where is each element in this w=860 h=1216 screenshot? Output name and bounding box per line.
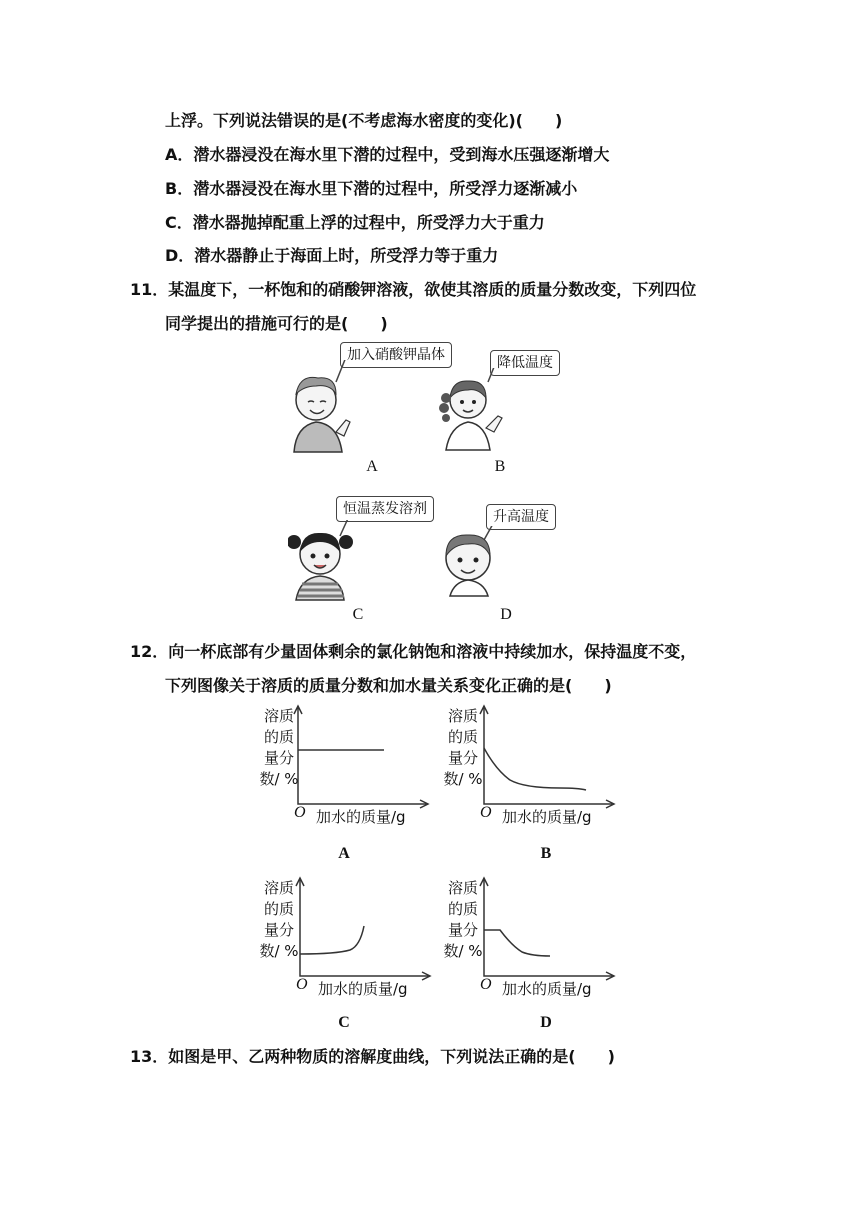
- boy-a-icon: [286, 360, 356, 455]
- q12-stem-line2: 下列图像关于溶质的质量分数和加水量关系变化正确的是( ): [165, 676, 612, 695]
- graph-b-origin: O: [480, 804, 492, 821]
- graph-b-xlabel: 加水的质量/g: [502, 808, 592, 826]
- speech-bubble-c: 恒温蒸发溶剂: [336, 496, 434, 522]
- graph-c-ylabel: 溶质 的质 量分 数/ %: [259, 879, 299, 960]
- q11-stem-line2: 同学提出的措施可行的是( ): [165, 314, 388, 333]
- graph-a-ylabel: 溶质 的质 量分 数/ %: [259, 707, 299, 788]
- graph-a-origin: O: [294, 804, 306, 821]
- graph-b: [440, 704, 620, 834]
- graph-a: [256, 704, 436, 834]
- q10-option-d: D．潜水器静止于海面上时，所受浮力等于重力: [165, 246, 499, 265]
- girl-b-icon: [436, 368, 511, 453]
- graph-b-curve: [484, 748, 586, 790]
- girl-c-icon: [288, 520, 358, 602]
- q11-label-d: D: [500, 606, 512, 623]
- q10-option-a: A．潜水器浸没在海水里下潜的过程中，受到海水压强逐渐增大: [165, 145, 610, 164]
- q12-label-b: B: [540, 845, 552, 862]
- speech-bubble-d: 升高温度: [486, 504, 556, 530]
- q11-stem-line1: 11．某温度下，一杯饱和的硝酸钾溶液，欲使其溶质的质量分数改变，下列四位: [130, 280, 697, 299]
- q13-stem-line1: 13．如图是甲、乙两种物质的溶解度曲线，下列说法正确的是( ): [130, 1047, 615, 1066]
- q11-label-a: A: [366, 458, 378, 475]
- graph-d-origin: O: [480, 976, 492, 993]
- q10-tail: 上浮。下列说法错误的是(不考虑海水密度的变化)( ): [165, 111, 563, 130]
- q12-label-c: C: [338, 1014, 350, 1031]
- q11-label-b: B: [494, 458, 506, 475]
- q12-label-d: D: [540, 1014, 552, 1031]
- graph-a-xlabel: 加水的质量/g: [316, 808, 406, 826]
- graph-c-curve: [300, 926, 364, 954]
- boy-d-icon: [436, 526, 506, 598]
- graph-d-ylabel: 溶质 的质 量分 数/ %: [443, 879, 483, 960]
- q10-option-b: B．潜水器浸没在海水里下潜的过程中，所受浮力逐渐减小: [165, 179, 578, 198]
- graph-d-curve: [484, 930, 550, 956]
- graph-c: [256, 876, 436, 1006]
- graph-d-xlabel: 加水的质量/g: [502, 980, 592, 998]
- graph-b-ylabel: 溶质 的质 量分 数/ %: [443, 707, 483, 788]
- graph-d: [440, 876, 620, 1006]
- q10-option-c: C．潜水器抛掉配重上浮的过程中，所受浮力大于重力: [165, 213, 545, 232]
- speech-bubble-a: 加入硝酸钾晶体: [340, 342, 452, 368]
- q12-stem-line1: 12．向一杯底部有少量固体剩余的氯化钠饱和溶液中持续加水，保持温度不变，: [130, 642, 697, 661]
- speech-bubble-b: 降低温度: [490, 350, 560, 376]
- q11-label-c: C: [352, 606, 364, 623]
- graph-c-origin: O: [296, 976, 308, 993]
- graph-c-xlabel: 加水的质量/g: [318, 980, 408, 998]
- q12-label-a: A: [338, 845, 350, 862]
